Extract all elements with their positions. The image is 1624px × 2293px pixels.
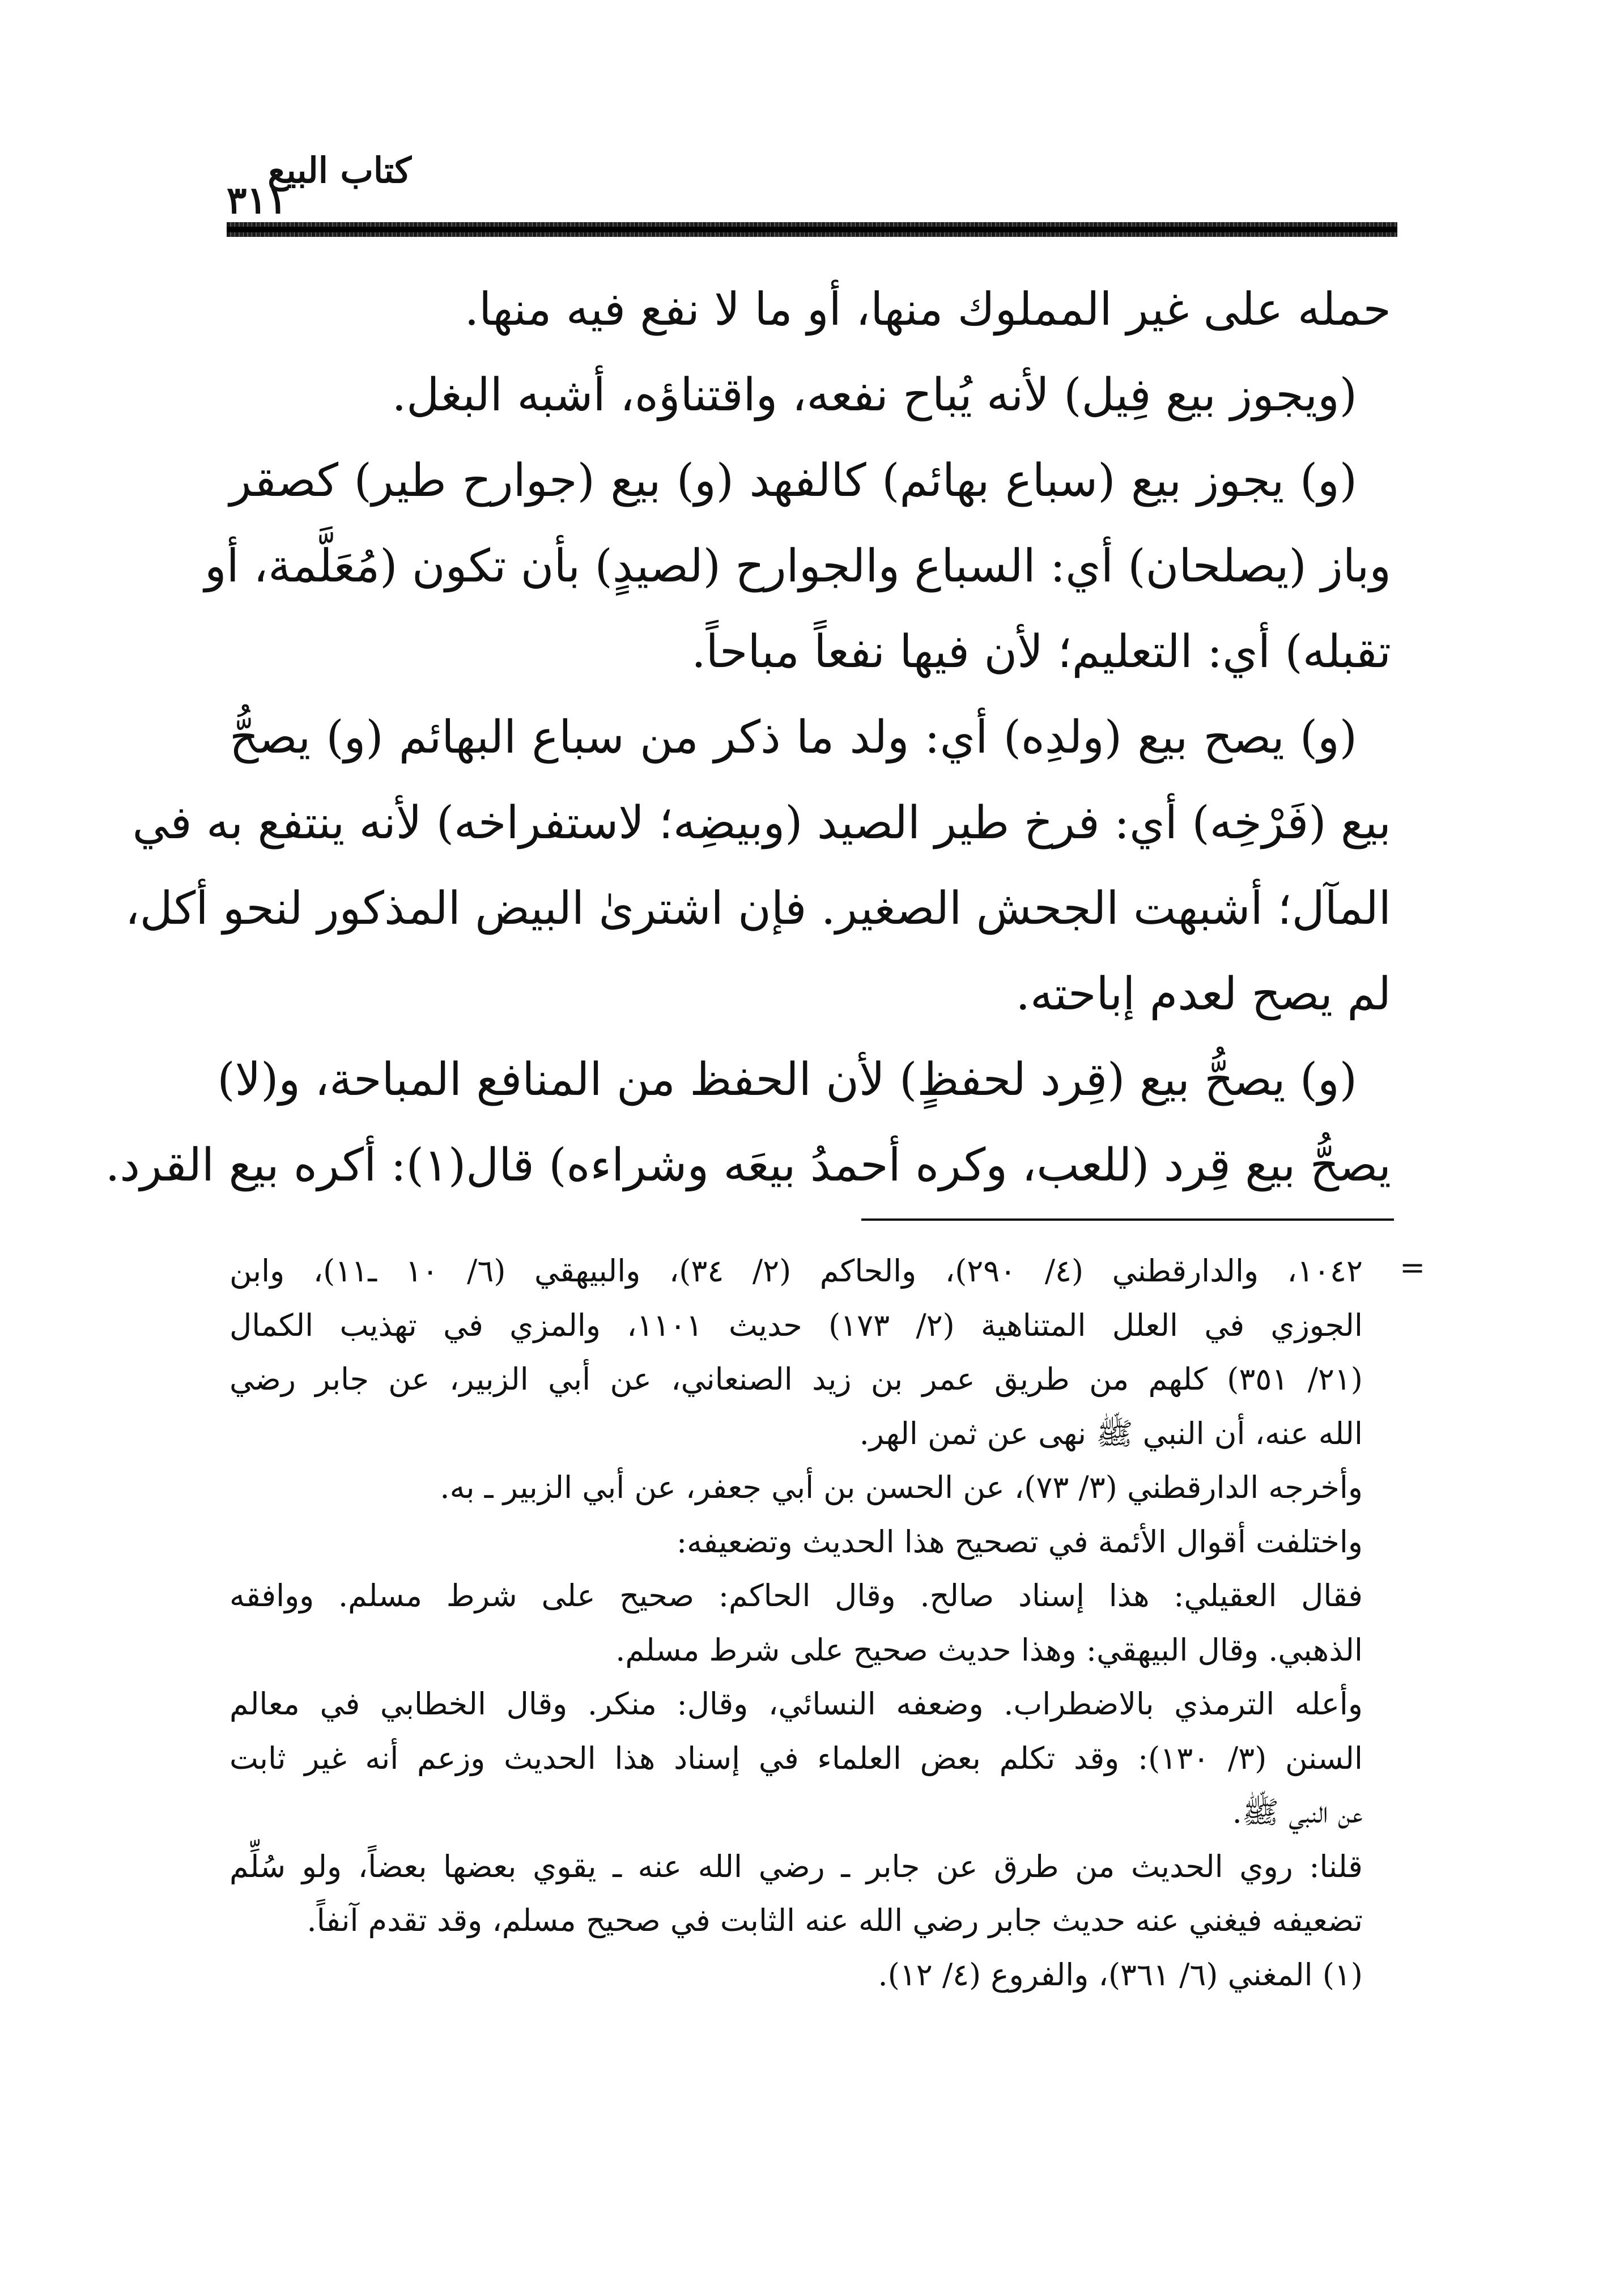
footnote-line: الذهبي. وقال البيهقي: وهذا حديث صحيح على شرط مسلم.: [615, 1632, 1363, 1668]
footnote-line: وأعله الترمذي بالاضطراب. وضعفه النسائي، وقال: منكر. وقال الخطابي في معالم: [229, 1686, 1363, 1722]
main-line: وباز (يصلحان) أي: السباع والجوارح (لصيدٍ) بأن تكون (مُعَلَّمة، أو: [205, 540, 1391, 592]
footnote-line: الله عنه، أن النبي ﷺ نهى عن ثمن الهر.: [859, 1415, 1363, 1451]
footnote-continuation-mark: =: [1400, 1250, 1426, 1285]
main-line: تقبله) أي: التعليم؛ لأن فيها نفعاً مباحاً.: [691, 625, 1391, 678]
footnote-line: تضعيفه فيغني عنه حديث جابر رضي الله عنه الثابت في صحيح مسلم، وقد تقدم آنفاً.: [307, 1903, 1363, 1938]
page-number: ٣١١: [227, 178, 287, 222]
footnote-separator: [861, 1218, 1394, 1221]
header-rule: [227, 222, 1397, 237]
footnote-line: ١٠٤٢، والدارقطني (٤/ ٢٩٠)، والحاكم (٢/ ٣٤)، والبيهقي (٦/ ١٠ ـ١١)، وابن: [229, 1253, 1363, 1289]
footnote-line: وأخرجه الدارقطني (٣/ ٧٣)، عن الحسن بن أبي جعفر، عن أبي الزبير ـ به.: [440, 1470, 1363, 1505]
footnote-line: (٢١/ ٣٥١) كلهم من طريق عمر بن زيد الصنعاني، عن أبي الزبير، عن جابر رضي: [229, 1361, 1363, 1397]
main-line: بيع (فَرْخِه) أي: فرخ طير الصيد (وبيضِه؛ لاستفراخه) لأنه ينتفع به في: [132, 796, 1391, 849]
main-line: المآل؛ أشبهت الجحش الصغير. فإن اشترىٰ البيض المذكور لنحو أكل،: [125, 882, 1391, 935]
footnote-line: عن النبي ﷺ.: [1232, 1794, 1363, 1830]
footnotes: [229, 1244, 1363, 2002]
footnote-line: قلنا: روي الحديث من طرق عن جابر ـ رضي الله عنه ـ يقوي بعضها بعضاً، ولو سُلِّم: [229, 1848, 1363, 1884]
main-line: (و) يصحُّ بيع (قِرد لحفظٍ) لأن الحفظ من المنافع المباحة، و(لا): [217, 1053, 1357, 1106]
footnote-line: (١) المغني (٦/ ٣٦١)، والفروع (٤/ ١٢).: [878, 1956, 1363, 1993]
main-line: يصحُّ بيع قِرد (للعب، وكره أحمدُ بيعَه وشراءه) قال(١): أكره بيع القرد.: [105, 1139, 1391, 1191]
footnote-line: الجوزي في العلل المتناهية (٢/ ١٧٣) حديث ١١٠١، والمزي في تهذيب الكمال: [229, 1307, 1363, 1343]
main-line: (و) يصح بيع (ولدِه) أي: ولد ما ذكر من سباع البهائم (و) يصحُّ: [229, 711, 1357, 763]
footnote-line: واختلفت أقوال الأئمة في تصحيح هذا الحديث وتضعيفه:: [676, 1523, 1363, 1560]
main-text: [105, 266, 1391, 1208]
main-line: (ويجوز بيع فِيل) لأنه يُباح نفعه، واقتناؤه، أشبه البغل.: [392, 368, 1357, 421]
footnote-line: السنن (٣/ ١٣٠): وقد تكلم بعض العلماء في إسناد هذا الحديث وزعم أنه غير ثابت: [229, 1740, 1363, 1776]
running-title: كتاب البيع: [267, 150, 411, 191]
footnote-line: فقال العقيلي: هذا إسناد صالح. وقال الحاكم: صحيح على شرط مسلم. ووافقه: [229, 1578, 1363, 1613]
main-line: حمله على غير المملوك منها، أو ما لا نفع فيه منها.: [464, 283, 1391, 336]
main-line: (و) يجوز بيع (سباع بهائم) كالفهد (و) بيع (جوارح طير) كصقر: [229, 454, 1357, 507]
main-line: لم يصح لعدم إباحته.: [1015, 967, 1391, 1020]
